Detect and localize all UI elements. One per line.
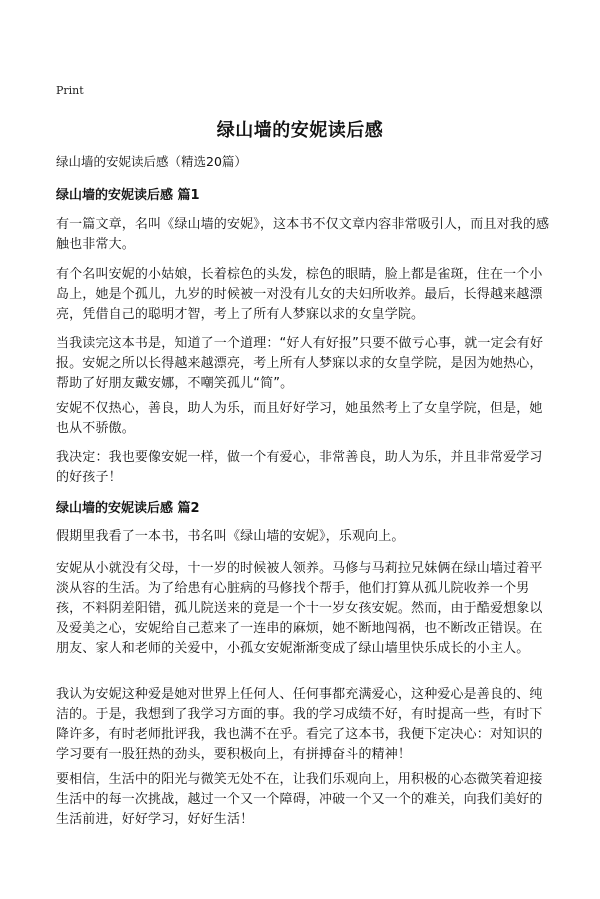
paragraph: 安妮从小就没有父母，十一岁的时候被人领养。马修与马莉拉兄妹俩在绿山墙过着平淡从容的生活。为了给患有心脏病的马修找个帮手，他们打算从孤儿院收养一个男孩，不料阴差阳错，孤儿院送来的竟是一个十一岁女孩安妮。然而，由于酷爱想象以及爱美之心，安妮给自己惹来了一连串的麻烦，她不断地闯祸，也不断改正错误。在朋友、家人和老师的关爱中，小孤女安妮渐渐变成了绿山墙里快乐成长的小主人。 — [56, 561, 543, 656]
page-subtitle: 绿山墙的安妮读后感（精选20篇） — [56, 154, 247, 169]
paragraph: 当我读完这本书是，知道了一个道理：“好人有好报”只要不做亏心事，就一定会有好报。安妮之所以长得越来越漂亮，考上所有人梦寐以求的女皇学院，是因为她热心，帮助了好朋友戴安娜，不嘲笑孤儿“简”。 — [56, 336, 544, 391]
page-title: 绿山墙的安妮读后感 — [216, 120, 384, 141]
paragraph: 有个名叫安妮的小姑娘，长着棕色的头发，棕色的眼睛，脸上都是雀斑，住在一个小岛上，她是个孤儿，九岁的时候被一对没有儿女的夫妇所收养。最后，长得越来越漂亮，凭借自己的聪明才智，考上了所有人梦寐以求的女皇学院。 — [56, 267, 543, 322]
paragraph: 我认为安妮这种爱是她对世界上任何人、任何事都充满爱心，这种爱心是善良的、纯洁的。于是，我想到了我学习方面的事。我的学习成绩不好，有时提高一些，有时下降许多，有时老师批评我，我也满不在乎。看完了这本书，我便下定决心：对知识的学习要有一股狂热的劲头，要积极向上，有拼搏奋斗的精神！ — [56, 687, 543, 762]
section-heading-2: 绿山墙的安妮读后感 篇2 — [56, 501, 200, 516]
section-heading-1: 绿山墙的安妮读后感 篇1 — [56, 188, 200, 203]
paragraph: 我决定：我也要像安妮一样，做一个有爱心，非常善良，助人为乐，并且非常爱学习的好孩子！ — [56, 450, 543, 485]
paragraph: 有一篇文章，名叫《绿山墙的安妮》，这本书不仅文章内容非常吸引人，而且对我的感触也非常大。 — [56, 217, 550, 252]
paragraph: 要相信，生活中的阳光与微笑无处不在，让我们乐观向上，用积极的心态微笑着迎接生活中的每一次挑战，越过一个又一个障碍，冲破一个又一个的难关，向我们美好的生活前进，好好学习，好好生活！ — [56, 772, 543, 827]
paragraph: 假期里我看了一本书，书名叫《绿山墙的安妮》，乐观向上。 — [56, 529, 405, 544]
print-label: Print — [56, 84, 84, 97]
paragraph: 安妮不仅热心，善良，助人为乐，而且好好学习，她虽然考上了女皇学院，但是，她也从不骄傲。 — [56, 401, 543, 436]
